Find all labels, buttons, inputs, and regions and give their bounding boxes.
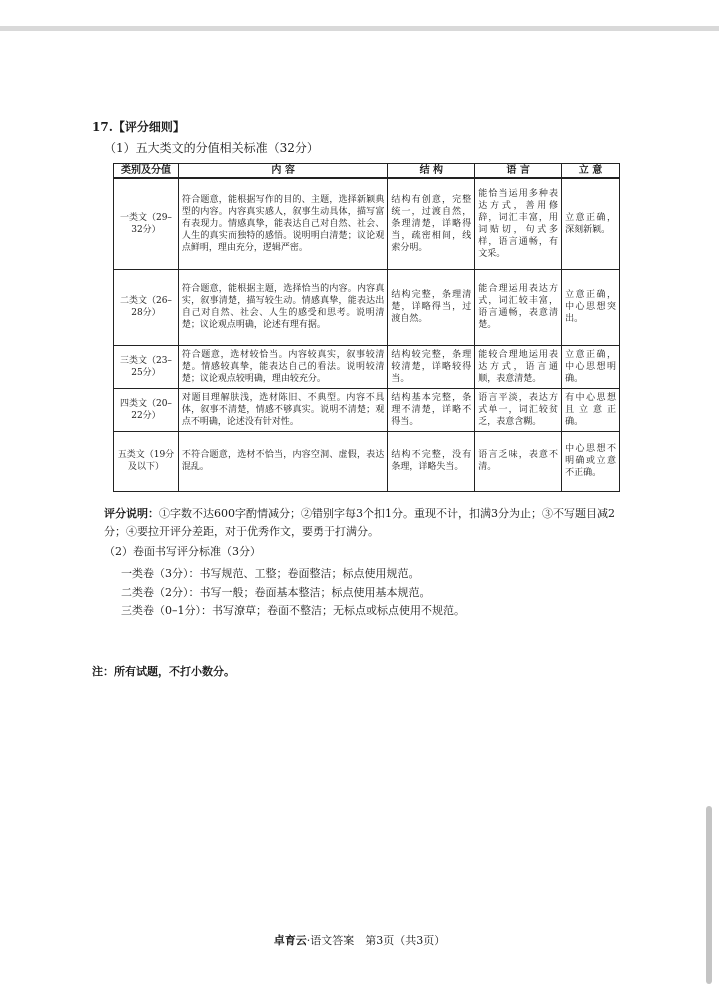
scoring-table <box>113 163 620 492</box>
scoring-notes <box>104 505 624 541</box>
header-category: 类别及分值 <box>114 164 179 179</box>
table-row <box>114 178 620 269</box>
notes-label: 评分说明： <box>104 507 159 520</box>
row-structure: 结构有创意，完整统一，过渡自然，条理清楚，详略得当，疏密相间，线索分明。 <box>388 178 475 269</box>
row-idea: 立意正确，中心思想突出。 <box>562 269 620 345</box>
row-idea: 立意正确，中心思想明确。 <box>562 345 620 388</box>
row-language: 能较合理地运用表达方式，语言通顺，表意清楚。 <box>475 345 562 388</box>
header-content: 内 容 <box>178 164 388 179</box>
notes-text: ①字数不达600字酌情减分；②错别字每3个扣1分。重现不计，扣满3分为止；③不写题目减2分；④要拉开评分差距，对于优秀作文，要勇于打满分。 <box>104 507 615 538</box>
row-language: 语言乏味，表意不清。 <box>475 431 562 491</box>
row-content: 符合题意，能根据主题，选择恰当的内容。内容真实，叙事清楚，描写较生动。情感真挚，能表达出自己对自然、社会、人生的感受和思考。说明清楚；议论观点明确，论述有理有据。 <box>178 269 388 345</box>
row-structure: 结构不完整，没有条理，详略失当。 <box>388 431 475 491</box>
table-row <box>114 431 620 491</box>
header-structure: 结 构 <box>388 164 475 179</box>
vertical-scrollbar[interactable] <box>706 806 712 984</box>
part1-title: （1）五大类文的分值相关标准（32分） <box>104 141 319 155</box>
row-language: 语言平淡，表达方式单一，词汇较贫乏，表意含糊。 <box>475 388 562 431</box>
row-language: 能合理运用表达方式，词汇较丰富，语言通畅，表意清楚。 <box>475 269 562 345</box>
page-footer <box>0 932 719 948</box>
top-divider <box>0 26 719 31</box>
header-idea: 立 意 <box>562 164 620 179</box>
header-language: 语 言 <box>475 164 562 179</box>
part2-title: （2）卷面书写评分标准（3分） <box>104 545 261 558</box>
row-structure: 结构基本完整，条理不清楚，详略不得当。 <box>388 388 475 431</box>
row-structure: 结构完整，条理清楚，详略得当，过渡自然。 <box>388 269 475 345</box>
question-title: 17.【评分细则】 <box>92 120 185 134</box>
table-row <box>114 345 620 388</box>
row-category: 五类文（19分及以下） <box>114 431 179 491</box>
top-toolbar <box>0 0 719 30</box>
row-category: 三类文（23–25分） <box>114 345 179 388</box>
row-idea: 有中心思想且立意正确。 <box>562 388 620 431</box>
handwriting-criteria-list <box>121 565 465 621</box>
row-category: 一类文（29–32分） <box>114 178 179 269</box>
footer-text: ·语文答案 第3页（共3页） <box>306 934 446 947</box>
list-item: 三类卷（0–1分）：书写潦草；卷面不整洁；无标点或标点使用不规范。 <box>121 604 465 617</box>
row-category: 四类文（20–22分） <box>114 388 179 431</box>
table-row <box>114 388 620 431</box>
row-content: 对题目理解肤浅，选材陈旧、不典型。内容不具体，叙事不清楚，情感不够真实。说明不清楚；观点不明确，论述没有针对性。 <box>178 388 388 431</box>
final-note: 注：所有试题，不打小数分。 <box>92 665 235 678</box>
list-item: 二类卷（2分）：书写一般；卷面基本整洁；标点使用基本规范。 <box>121 585 431 599</box>
table-header-row <box>114 164 620 179</box>
list-item: 一类卷（3分）：书写规范、工整；卷面整洁；标点使用规范。 <box>121 567 420 580</box>
row-content: 符合题意，能根据写作的目的、主题，选择新颖典型的内容。内容真实感人，叙事生动具体，描写富有表现力。情感真挚，能表达自己对自然、社会、人生的真实而独特的感悟。说明明白清楚；议论观点鲜明，理由充分，逻辑严密。 <box>178 178 388 269</box>
table-row <box>114 269 620 345</box>
row-content: 不符合题意，选材不恰当，内容空洞、虚假，表达混乱。 <box>178 431 388 491</box>
row-idea: 中心思想不明确或立意不正确。 <box>562 431 620 491</box>
row-category: 二类文（26–28分） <box>114 269 179 345</box>
row-idea: 立意正确，深刻新颖。 <box>562 178 620 269</box>
row-content: 符合题意，选材较恰当。内容较真实，叙事较清楚。情感较真挚，能表达自己的看法。说明较清楚；议论观点较明确，理由较充分。 <box>178 345 388 388</box>
row-language: 能恰当运用多种表达方式，善用修辞，词汇丰富，用词贴切，句式多样，语言通畅，有文采。 <box>475 178 562 269</box>
footer-brand: 卓育云 <box>273 934 307 947</box>
row-structure: 结构较完整，条理较清楚，详略较得当。 <box>388 345 475 388</box>
